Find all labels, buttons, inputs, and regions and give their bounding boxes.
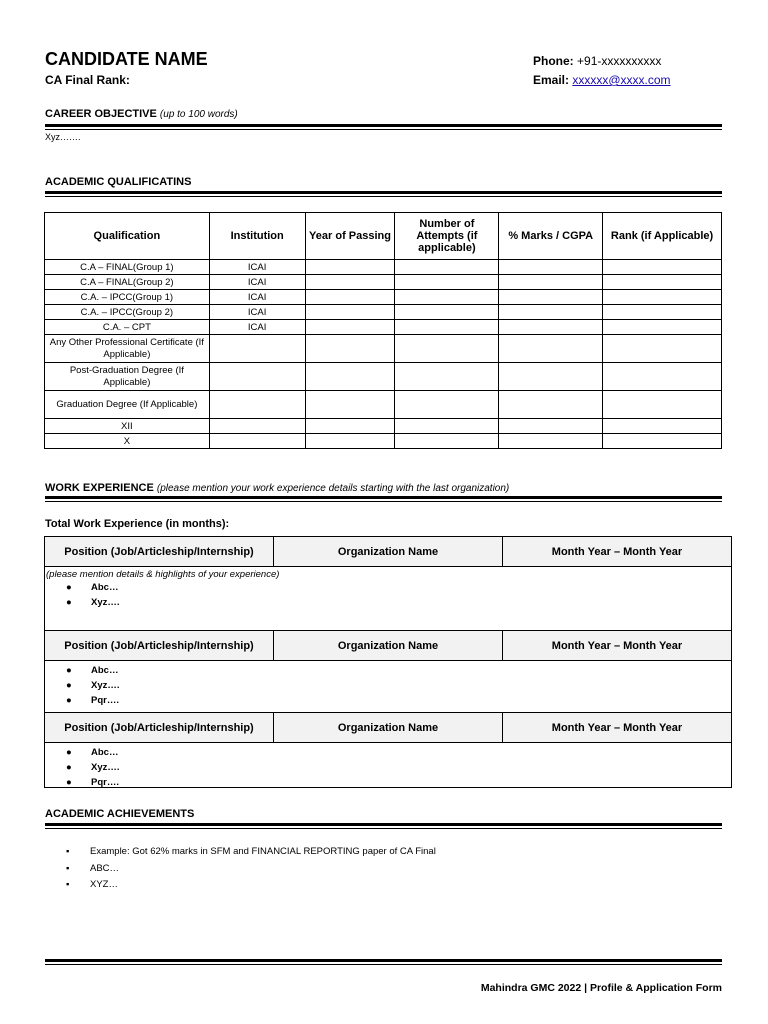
attempts-cell[interactable] [395, 363, 499, 391]
qualification-cell: Post-Graduation Degree (If Applicable) [45, 363, 210, 391]
marks-cell[interactable] [499, 290, 603, 305]
rank-cell[interactable] [603, 275, 722, 290]
institution-cell: ICAI [209, 320, 305, 335]
qualification-cell: X [45, 434, 210, 449]
attempts-cell[interactable] [395, 320, 499, 335]
institution-cell: ICAI [209, 275, 305, 290]
column-header: Qualification [45, 213, 210, 260]
year-cell[interactable] [305, 290, 395, 305]
phone-label: Phone: [533, 54, 574, 68]
table-row [45, 419, 722, 434]
rank-cell[interactable] [603, 391, 722, 419]
rank-cell[interactable] [603, 260, 722, 275]
duration-header: Month Year – Month Year [551, 639, 683, 652]
position-header: Position (Job/Articleship/Internship) [45, 631, 274, 660]
marks-cell[interactable] [499, 391, 603, 419]
section-divider [45, 191, 722, 197]
rank-cell[interactable] [603, 419, 722, 434]
organization-header: Organization Name [274, 713, 503, 742]
list-item: ● Pqr…. [66, 695, 119, 706]
attempts-cell[interactable] [395, 305, 499, 320]
year-cell[interactable] [305, 363, 395, 391]
table-row [45, 290, 722, 305]
square-bullet-icon: ▪ [66, 879, 70, 890]
work-header-row [45, 712, 731, 742]
table-row [45, 363, 722, 391]
list-item: ● Abc… [66, 665, 119, 676]
bullet-icon: ● [66, 777, 72, 788]
attempts-cell[interactable] [395, 419, 499, 434]
attempts-cell[interactable] [395, 275, 499, 290]
institution-cell: ICAI [209, 305, 305, 320]
work-details[interactable] [45, 566, 731, 630]
square-bullet-icon: ▪ [66, 862, 70, 874]
work-header-row [45, 537, 731, 566]
section-divider [45, 124, 722, 130]
bullet-icon: ● [66, 747, 72, 758]
year-cell[interactable] [305, 419, 395, 434]
institution-cell[interactable] [209, 391, 305, 419]
attempts-cell[interactable] [395, 290, 499, 305]
organization-header: Organization Name [274, 537, 503, 566]
table-row [45, 335, 722, 363]
attempts-cell[interactable] [395, 391, 499, 419]
bullet-icon: ● [66, 665, 72, 676]
year-cell[interactable] [305, 305, 395, 320]
column-header: Institution [209, 213, 305, 260]
list-item: ● Xyz…. [66, 680, 120, 691]
section-divider [45, 823, 722, 829]
academic-qualifications-heading: ACADEMIC QUALIFICATINS [45, 176, 192, 188]
institution-cell: ICAI [209, 290, 305, 305]
column-header: % Marks / CGPA [499, 213, 603, 260]
qualification-cell: C.A. – CPT [45, 320, 210, 335]
footer-text: Mahindra GMC 2022 | Profile & Application Form [480, 982, 722, 994]
year-cell[interactable] [305, 434, 395, 449]
academic-achievements-heading: ACADEMIC ACHIEVEMENTS [45, 808, 195, 820]
section-divider [45, 496, 722, 502]
footer-divider [45, 959, 722, 965]
bullet-icon: ● [66, 680, 72, 691]
institution-cell: ICAI [209, 260, 305, 275]
career-objective-heading [45, 108, 238, 120]
marks-cell[interactable] [499, 434, 603, 449]
bullet-icon: ● [66, 597, 72, 608]
bullet-icon: ● [66, 582, 72, 593]
list-item: ● Abc… [66, 582, 119, 593]
table-row [45, 434, 722, 449]
list-item: ▪ ABC… [66, 862, 120, 874]
qualification-cell: Any Other Professional Certificate (If Applicable) [45, 335, 210, 363]
list-item: ● Xyz…. [66, 597, 120, 608]
column-header: Year of Passing [305, 213, 395, 260]
square-bullet-icon: ▪ [66, 846, 70, 857]
achievements-list [66, 846, 436, 896]
marks-cell[interactable] [499, 320, 603, 335]
career-objective-title: CAREER OBJECTIVE [45, 108, 157, 120]
institution-cell[interactable] [209, 419, 305, 434]
work-details[interactable] [45, 660, 731, 712]
duration-header: Month Year – Month Year [551, 721, 683, 734]
phone-value: +91-xxxxxxxxxx [577, 54, 662, 68]
year-cell[interactable] [305, 260, 395, 275]
phone-line [533, 54, 661, 68]
duration-header: Month Year – Month Year [551, 545, 683, 558]
career-objective-text: Xyz……. [45, 132, 81, 142]
table-row [45, 391, 722, 419]
list-item: ▪ Example: Got 62% marks in SFM and FINANCIAL REPORTING paper of CA Final [66, 846, 436, 857]
attempts-cell[interactable] [395, 434, 499, 449]
email-line [533, 73, 671, 87]
rank-cell[interactable] [603, 305, 722, 320]
email-label: Email: [533, 73, 570, 87]
work-experience-heading [45, 482, 509, 494]
position-header: Position (Job/Articleship/Internship) [45, 713, 274, 742]
work-experience-note: (please mention your work experience details starting with the last organization) [156, 483, 510, 494]
work-experience-title: WORK EXPERIENCE [45, 482, 154, 494]
rank-cell[interactable] [603, 335, 722, 363]
marks-cell[interactable] [499, 260, 603, 275]
year-cell[interactable] [305, 320, 395, 335]
bullet-icon: ● [66, 695, 72, 706]
table-row [45, 260, 722, 275]
email-link[interactable]: xxxxxx@xxxx.com [572, 73, 671, 87]
career-objective-note: (up to 100 words) [159, 109, 238, 120]
qualification-cell: Graduation Degree (If Applicable) [45, 391, 210, 419]
work-details[interactable] [45, 742, 731, 787]
work-experience-block [44, 536, 732, 788]
list-item: ● Pqr…. [66, 777, 119, 788]
candidate-name: CANDIDATE NAME [45, 49, 208, 69]
year-cell[interactable] [305, 335, 395, 363]
institution-cell[interactable] [209, 434, 305, 449]
marks-cell[interactable] [499, 419, 603, 434]
qualification-cell: C.A. – IPCC(Group 2) [45, 305, 210, 320]
qualification-cell: XII [45, 419, 210, 434]
marks-cell[interactable] [499, 305, 603, 320]
table-row [45, 275, 722, 290]
total-work-experience-label: Total Work Experience (in months): [45, 518, 230, 530]
work-details-intro: (please mention details & highlights of your experience) [46, 569, 280, 580]
marks-cell[interactable] [499, 275, 603, 290]
marks-cell[interactable] [499, 363, 603, 391]
qualification-cell: C.A – FINAL(Group 1) [45, 260, 210, 275]
qualification-cell: C.A – FINAL(Group 2) [45, 275, 210, 290]
institution-cell[interactable] [209, 363, 305, 391]
table-header-row [45, 213, 722, 260]
qualifications-table [44, 212, 722, 449]
list-item: ● Abc… [66, 747, 119, 758]
year-cell[interactable] [305, 391, 395, 419]
rank-cell[interactable] [603, 434, 722, 449]
rank-cell[interactable] [603, 290, 722, 305]
list-item: ● Xyz…. [66, 762, 120, 773]
rank-cell[interactable] [603, 320, 722, 335]
institution-cell[interactable] [209, 335, 305, 363]
attempts-cell[interactable] [395, 335, 499, 363]
table-row [45, 305, 722, 320]
marks-cell[interactable] [499, 335, 603, 363]
list-item: ▪ XYZ… [66, 879, 118, 890]
rank-cell[interactable] [603, 363, 722, 391]
column-header: Number of Attempts (if applicable) [395, 213, 499, 260]
work-header-row [45, 630, 731, 660]
table-row [45, 320, 722, 335]
column-header: Rank (if Applicable) [603, 213, 722, 260]
qualification-cell: C.A. – IPCC(Group 1) [45, 290, 210, 305]
bullet-icon: ● [66, 762, 72, 773]
attempts-cell[interactable] [395, 260, 499, 275]
year-cell[interactable] [305, 275, 395, 290]
position-header: Position (Job/Articleship/Internship) [45, 537, 274, 566]
ca-final-rank-label: CA Final Rank: [45, 73, 130, 87]
organization-header: Organization Name [274, 631, 503, 660]
